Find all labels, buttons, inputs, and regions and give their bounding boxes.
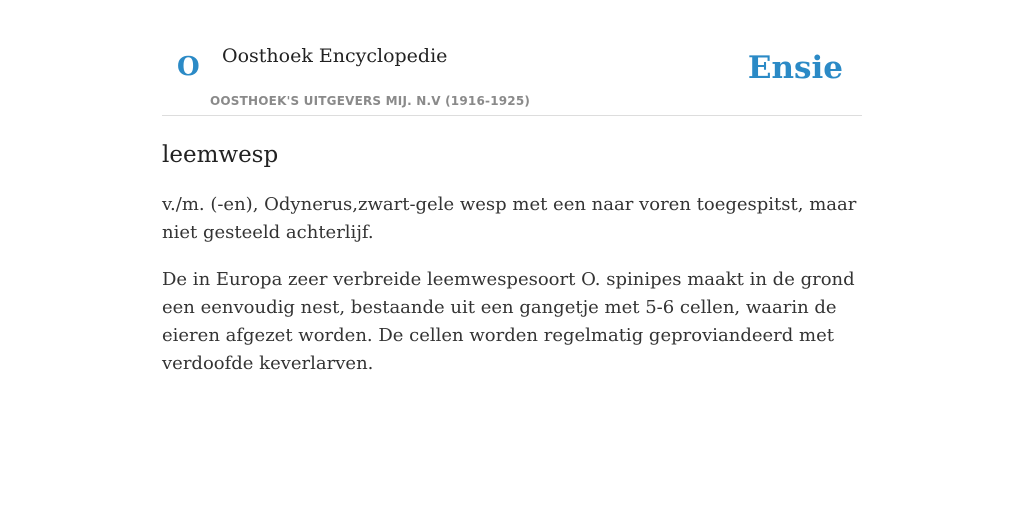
entry-article: [162, 140, 862, 378]
entry-definition: v./m. (-en), Odynerus,zwart-gele wesp met een naar voren toegespitst, maar niet gesteeld achterlijf.: [162, 194, 857, 243]
encyclopedia-header: [162, 0, 862, 116]
content-container: [162, 0, 862, 378]
publisher-subtitle: OOSTHOEK'S UITGEVERS MIJ. N.V (1916-1925): [210, 94, 531, 108]
entry-term-heading: leemwesp: [162, 142, 279, 168]
entry-description: De in Europa zeer verbreide leemwespesoort O. spinipes maakt in de grond een eenvoudig nest, bestaande uit een gangetje met 5-6 cellen, waarin de eieren afgezet worden. De cellen worden regelmatig geproviandeerd met verdoofde keverlarven.: [162, 269, 855, 374]
encyclopedia-logo[interactable]: O: [177, 52, 200, 82]
encyclopedia-title-link[interactable]: Oosthoek Encyclopedie: [222, 45, 448, 67]
ensie-brand-link[interactable]: Ensie: [747, 50, 843, 86]
